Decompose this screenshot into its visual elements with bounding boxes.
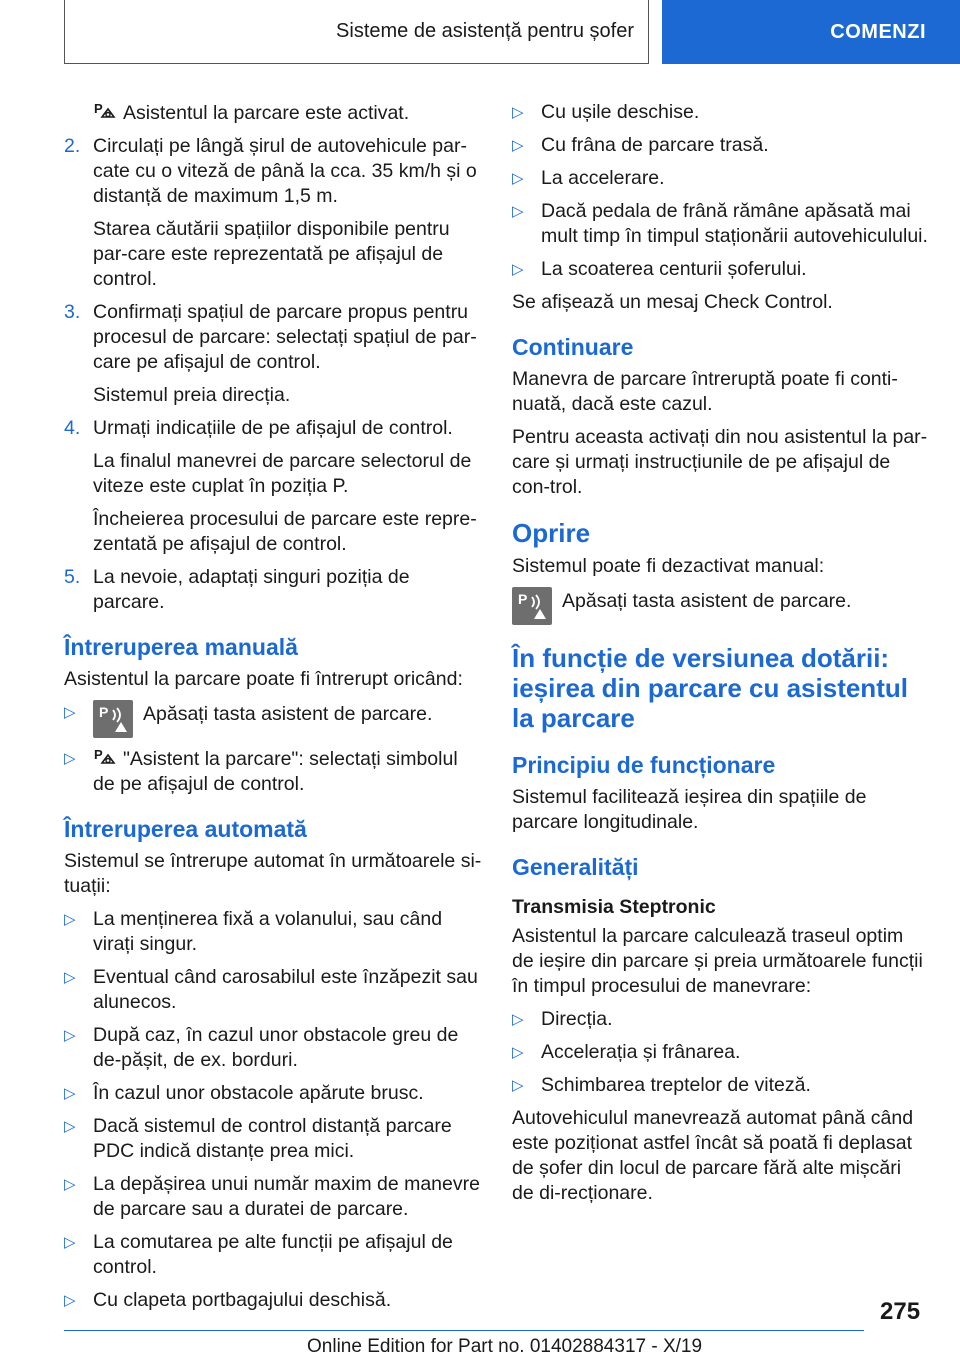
chapter-tab[interactable] xyxy=(662,0,960,64)
step-4: 4. Urmați indicațiile de pe afișajul de control. xyxy=(64,417,453,439)
auto-interrupt-intro: Sistemul se întrerupe automat în următoarele si-tuații: xyxy=(64,850,482,897)
general-heading: Generalități xyxy=(512,854,639,880)
triangle-bullet-icon: ▷ xyxy=(64,704,76,721)
step-3-note: Sistemul preia direcția. xyxy=(93,384,291,406)
step-4-note-1: La finalul manevrei de parcare selectorul de viteze este cuplat în poziția P. xyxy=(93,450,472,497)
triangle-bullet-icon: ▷ xyxy=(64,750,76,767)
running-header xyxy=(64,0,649,64)
list-item: ▷ La menținerea fixă a volanului, sau când virați singur. xyxy=(64,908,443,955)
triangle-bullet-icon: ▷ xyxy=(64,1027,76,1044)
triangle-bullet-icon: ▷ xyxy=(64,1176,76,1193)
step-2: 2. Circulați pe lângă șirul de autovehicule par-cate cu o viteză de până la cca. 35 km/h și o distanță de maximum 1,5 m. xyxy=(64,135,477,207)
list-item: ▷ După caz, în cazul unor obstacole greu de de-pășit, de ex. borduri. xyxy=(64,1024,459,1071)
step-number: 4. xyxy=(64,417,81,439)
triangle-bullet-icon: ▷ xyxy=(64,1085,76,1102)
manual-interrupt-heading: Întreruperea manuală xyxy=(64,634,298,660)
triangle-bullet-icon: ▷ xyxy=(64,911,76,928)
steptronic-heading: Transmisia Steptronic xyxy=(512,896,716,918)
triangle-bullet-icon: ▷ xyxy=(64,1292,76,1309)
triangle-bullet-icon: ▷ xyxy=(512,261,524,278)
stop-paragraph: Sistemul poate fi dezactivat manual: xyxy=(512,555,825,577)
continue-paragraph-1: Manevra de parcare întreruptă poate fi conti-nuată, dacă este cazul. xyxy=(512,368,898,415)
version-heading: În funcție de versiunea dotării: ieșirea din parcare cu asistentul la parcare xyxy=(512,643,908,733)
triangle-bullet-icon: ▷ xyxy=(512,203,524,220)
list-item: ▷ P Apăsați tasta asistent de parcare. xyxy=(64,700,484,738)
left-column xyxy=(64,100,484,1321)
parking-assistant-icon xyxy=(93,746,117,768)
step-2-note: Starea căutării spațiilor disponibile pentru par-care este reprezentată pe afișajul de control. xyxy=(93,218,450,290)
list-item: ▷ Cu clapeta portbagajului deschisă. xyxy=(64,1289,392,1311)
svg-text:P: P xyxy=(94,101,103,116)
svg-text:P: P xyxy=(518,591,528,607)
step-4-note-2: Încheierea procesului de parcare este repre-zentată pe afișajul de control. xyxy=(93,508,477,555)
list-item: ▷ Dacă sistemul de control distanță parcare PDC indică distanțe prea mici. xyxy=(64,1115,452,1162)
svg-text:P: P xyxy=(94,747,103,762)
step-5: 5. La nevoie, adaptați singuri poziția de parcare. xyxy=(64,566,410,613)
chapter-tab-label: COMENZI xyxy=(830,20,926,43)
continue-paragraph-2: Pentru aceasta activați din nou asistentul la par-care și urmați instrucțiunile de pe afișajul de con-trol. xyxy=(512,426,928,498)
triangle-bullet-icon: ▷ xyxy=(512,104,524,121)
list-item: ▷ Eventual când carosabilul este înzăpezit sau alunecos. xyxy=(64,966,478,1013)
list-item: ▷ Accelerația și frânarea. xyxy=(512,1041,741,1063)
list-item: ▷ Schimbarea treptelor de viteză. xyxy=(512,1074,811,1096)
list-item: ▷ La scoaterea centurii șoferului. xyxy=(512,258,807,280)
check-control-note: Se afișează un mesaj Check Control. xyxy=(512,291,833,313)
stop-heading: Oprire xyxy=(512,518,591,548)
step-number: 5. xyxy=(64,566,81,588)
step-3: 3. Confirmați spațiul de parcare propus pentru procesul de parcare: selectați spațiul de par-care pe afișajul de control. xyxy=(64,301,477,373)
footer-divider xyxy=(64,1330,864,1331)
list-item: ▷ La comutarea pe alte funcții pe afișajul de control. xyxy=(64,1231,453,1278)
auto-interrupt-heading: Întreruperea automată xyxy=(64,816,307,842)
list-item: ▷ În cazul unor obstacole apărute brusc. xyxy=(64,1082,424,1104)
list-item: ▷ Cu ușile deschise. xyxy=(512,101,700,123)
parking-assistant-icon xyxy=(93,100,117,122)
list-item: ▷ La depășirea unui număr maxim de manevre de parcare sau a duratei de parcare. xyxy=(64,1173,480,1220)
list-item: ▷ P "Asistent la parcare": selectați simbolul de pe afișajul de control. xyxy=(64,747,458,795)
edition-footer: Online Edition for Part no. 01402884317 - X/19 xyxy=(307,1336,703,1357)
triangle-bullet-icon: ▷ xyxy=(512,1011,524,1028)
list-item: ▷ Cu frâna de parcare trasă. xyxy=(512,134,769,156)
list-item: ▷ Dacă pedala de frână rămâne apăsată mai mult timp în timpul staționării autovehiculului. xyxy=(512,200,928,247)
parking-assistant-button-icon xyxy=(93,700,133,738)
manual-interrupt-intro: Asistentul la parcare poate fi întrerupt oricând: xyxy=(64,668,463,690)
triangle-bullet-icon: ▷ xyxy=(512,1077,524,1094)
final-paragraph: Autovehiculul manevrează automat până când este poziționat astfel încât să poată fi deplasat de șofer din locul de parcare fără alte mișcări de di-recționare. xyxy=(512,1107,914,1204)
list-item: ▷ Direcția. xyxy=(512,1008,613,1030)
steptronic-paragraph: Asistentul la parcare calculează traseul optim de ieșire din parcare și preia următoarele funcții în timpul procesului de manevrare: xyxy=(512,925,923,997)
svg-text:P: P xyxy=(99,704,109,720)
stop-button-line: P Apăsați tasta asistent de parcare. xyxy=(512,587,928,625)
step-number: 2. xyxy=(64,135,81,157)
section-title: Sisteme de asistență pentru șofer xyxy=(336,20,634,42)
right-column xyxy=(512,100,928,1214)
triangle-bullet-icon: ▷ xyxy=(64,1234,76,1251)
activated-line: P Asistentul la parcare este activat. xyxy=(94,101,410,124)
list-item: ▷ La accelerare. xyxy=(512,167,665,189)
step-number: 3. xyxy=(64,301,81,323)
principle-paragraph: Sistemul facilitează ieșirea din spațiile de parcare longitudinale. xyxy=(512,786,867,833)
parking-assistant-button-icon xyxy=(512,587,552,625)
continue-heading: Continuare xyxy=(512,334,634,360)
triangle-bullet-icon: ▷ xyxy=(512,170,524,187)
principle-heading: Principiu de funcționare xyxy=(512,752,776,778)
page-number: 275 xyxy=(880,1298,921,1325)
triangle-bullet-icon: ▷ xyxy=(512,137,524,154)
triangle-bullet-icon: ▷ xyxy=(64,969,76,986)
triangle-bullet-icon: ▷ xyxy=(512,1044,524,1061)
triangle-bullet-icon: ▷ xyxy=(64,1118,76,1135)
